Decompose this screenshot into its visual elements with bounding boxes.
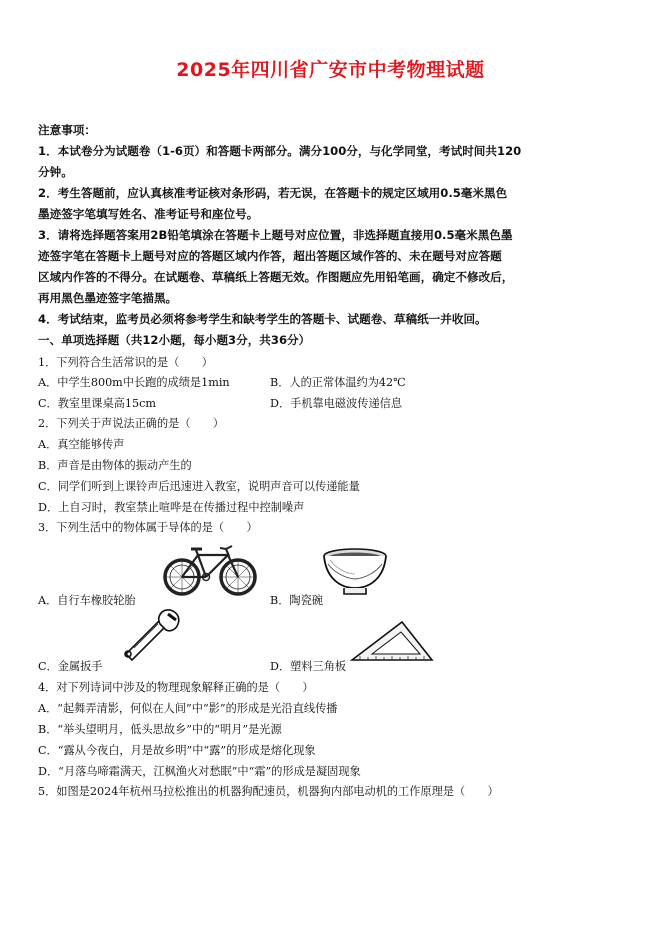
q3-stem: 3．下列生活中的物体属于导体的是（ ） <box>38 521 258 534</box>
bicycle-icon <box>160 543 260 597</box>
q4-stem: 4．对下列诗词中涉及的物理现象解释正确的是（ ） <box>38 681 314 694</box>
exam-title: 2025年四川省广安市中考物理试题 <box>176 59 485 81</box>
metal-wrench-icon <box>118 608 182 662</box>
q2-option-b: B．声音是由物体的振动产生的 <box>38 459 192 472</box>
notice-heading: 注意事项： <box>38 123 96 137</box>
q3-option-a: A．自行车橡胶轮胎 <box>38 594 136 607</box>
notice-line-2: 分钟。 <box>38 165 73 179</box>
notice-line-4: 墨迹签字笔填写姓名、准考证号和座位号。 <box>38 207 259 221</box>
q1-option-c: C．教室里课桌高15cm <box>38 397 156 410</box>
q3-option-c: C．金属扳手 <box>38 660 103 673</box>
q2-option-a: A．真空能够传声 <box>38 438 125 451</box>
q2-option-c: C．同学们听到上课铃声后迅速进入教室，说明声音可以传递能量 <box>38 480 360 493</box>
q1-option-a: A．中学生800m中长跑的成绩是1min <box>38 376 230 389</box>
q4-option-a: A．“起舞弄清影，何似在人间”中“影”的形成是光沿直线传播 <box>38 702 338 715</box>
notice-line-3: 2．考生答题前，应认真核准考证核对条形码，若无误，在答题卡的规定区域用0.5毫米黑色 <box>38 186 508 200</box>
q4-option-c: C．“露从今夜白，月是故乡明”中“露”的形成是熔化现象 <box>38 744 316 757</box>
notice-line-1: 1．本试卷分为试题卷（1-6页）和答题卡两部分。满分100分，与化学同堂，考试时间共120 <box>38 144 522 158</box>
notice-line-7: 区域内作答的不得分。在试题卷、草稿纸上答题无效。作图题应先用铅笔画，确定不修改后， <box>38 270 514 284</box>
notice-line-9: 4．考试结束，监考员必须将参考学生和缺考学生的答题卡、试题卷、草稿纸一并收回。 <box>38 312 487 326</box>
q4-option-b: B．“举头望明月，低头思故乡”中的“明月”是光源 <box>38 723 282 736</box>
section-heading: 一、单项选择题（共12小题，每小题3分，共36分） <box>38 333 311 347</box>
plastic-triangle-ruler-icon <box>350 620 434 664</box>
ceramic-bowl-icon <box>322 548 388 598</box>
q1-option-d: D．手机靠电磁波传递信息 <box>270 397 403 410</box>
notice-line-6: 迹签字笔在答题卡上题号对应的答题区域内作答，超出答题区域作答的、未在题号对应答题 <box>38 249 502 263</box>
q2-option-d: D．上自习时，教室禁止喧哗是在传播过程中控制噪声 <box>38 501 305 514</box>
q4-option-d: D．“月落乌啼霜满天，江枫渔火对愁眠”中“霜”的形成是凝固现象 <box>38 765 361 778</box>
q3-option-d: D．塑料三角板 <box>270 660 347 673</box>
q1-stem: 1．下列符合生活常识的是（ ） <box>38 356 213 369</box>
notice-line-8: 再用黑色墨迹签字笔描黑。 <box>38 291 178 305</box>
notice-line-5: 3．请将选择题答案用2B铅笔填涂在答题卡上题号对应位置，非选择题直接用0.5毫米黑色墨 <box>38 228 513 242</box>
q2-stem: 2．下列关于声说法正确的是（ ） <box>38 417 225 430</box>
q3-option-b: B．陶瓷碗 <box>270 594 323 607</box>
q5-stem: 5．如图是2024年杭州马拉松推出的机器狗配速员，机器狗内部电动机的工作原理是（ ） <box>38 785 499 798</box>
q1-option-b: B．人的正常体温约为42℃ <box>270 376 406 389</box>
